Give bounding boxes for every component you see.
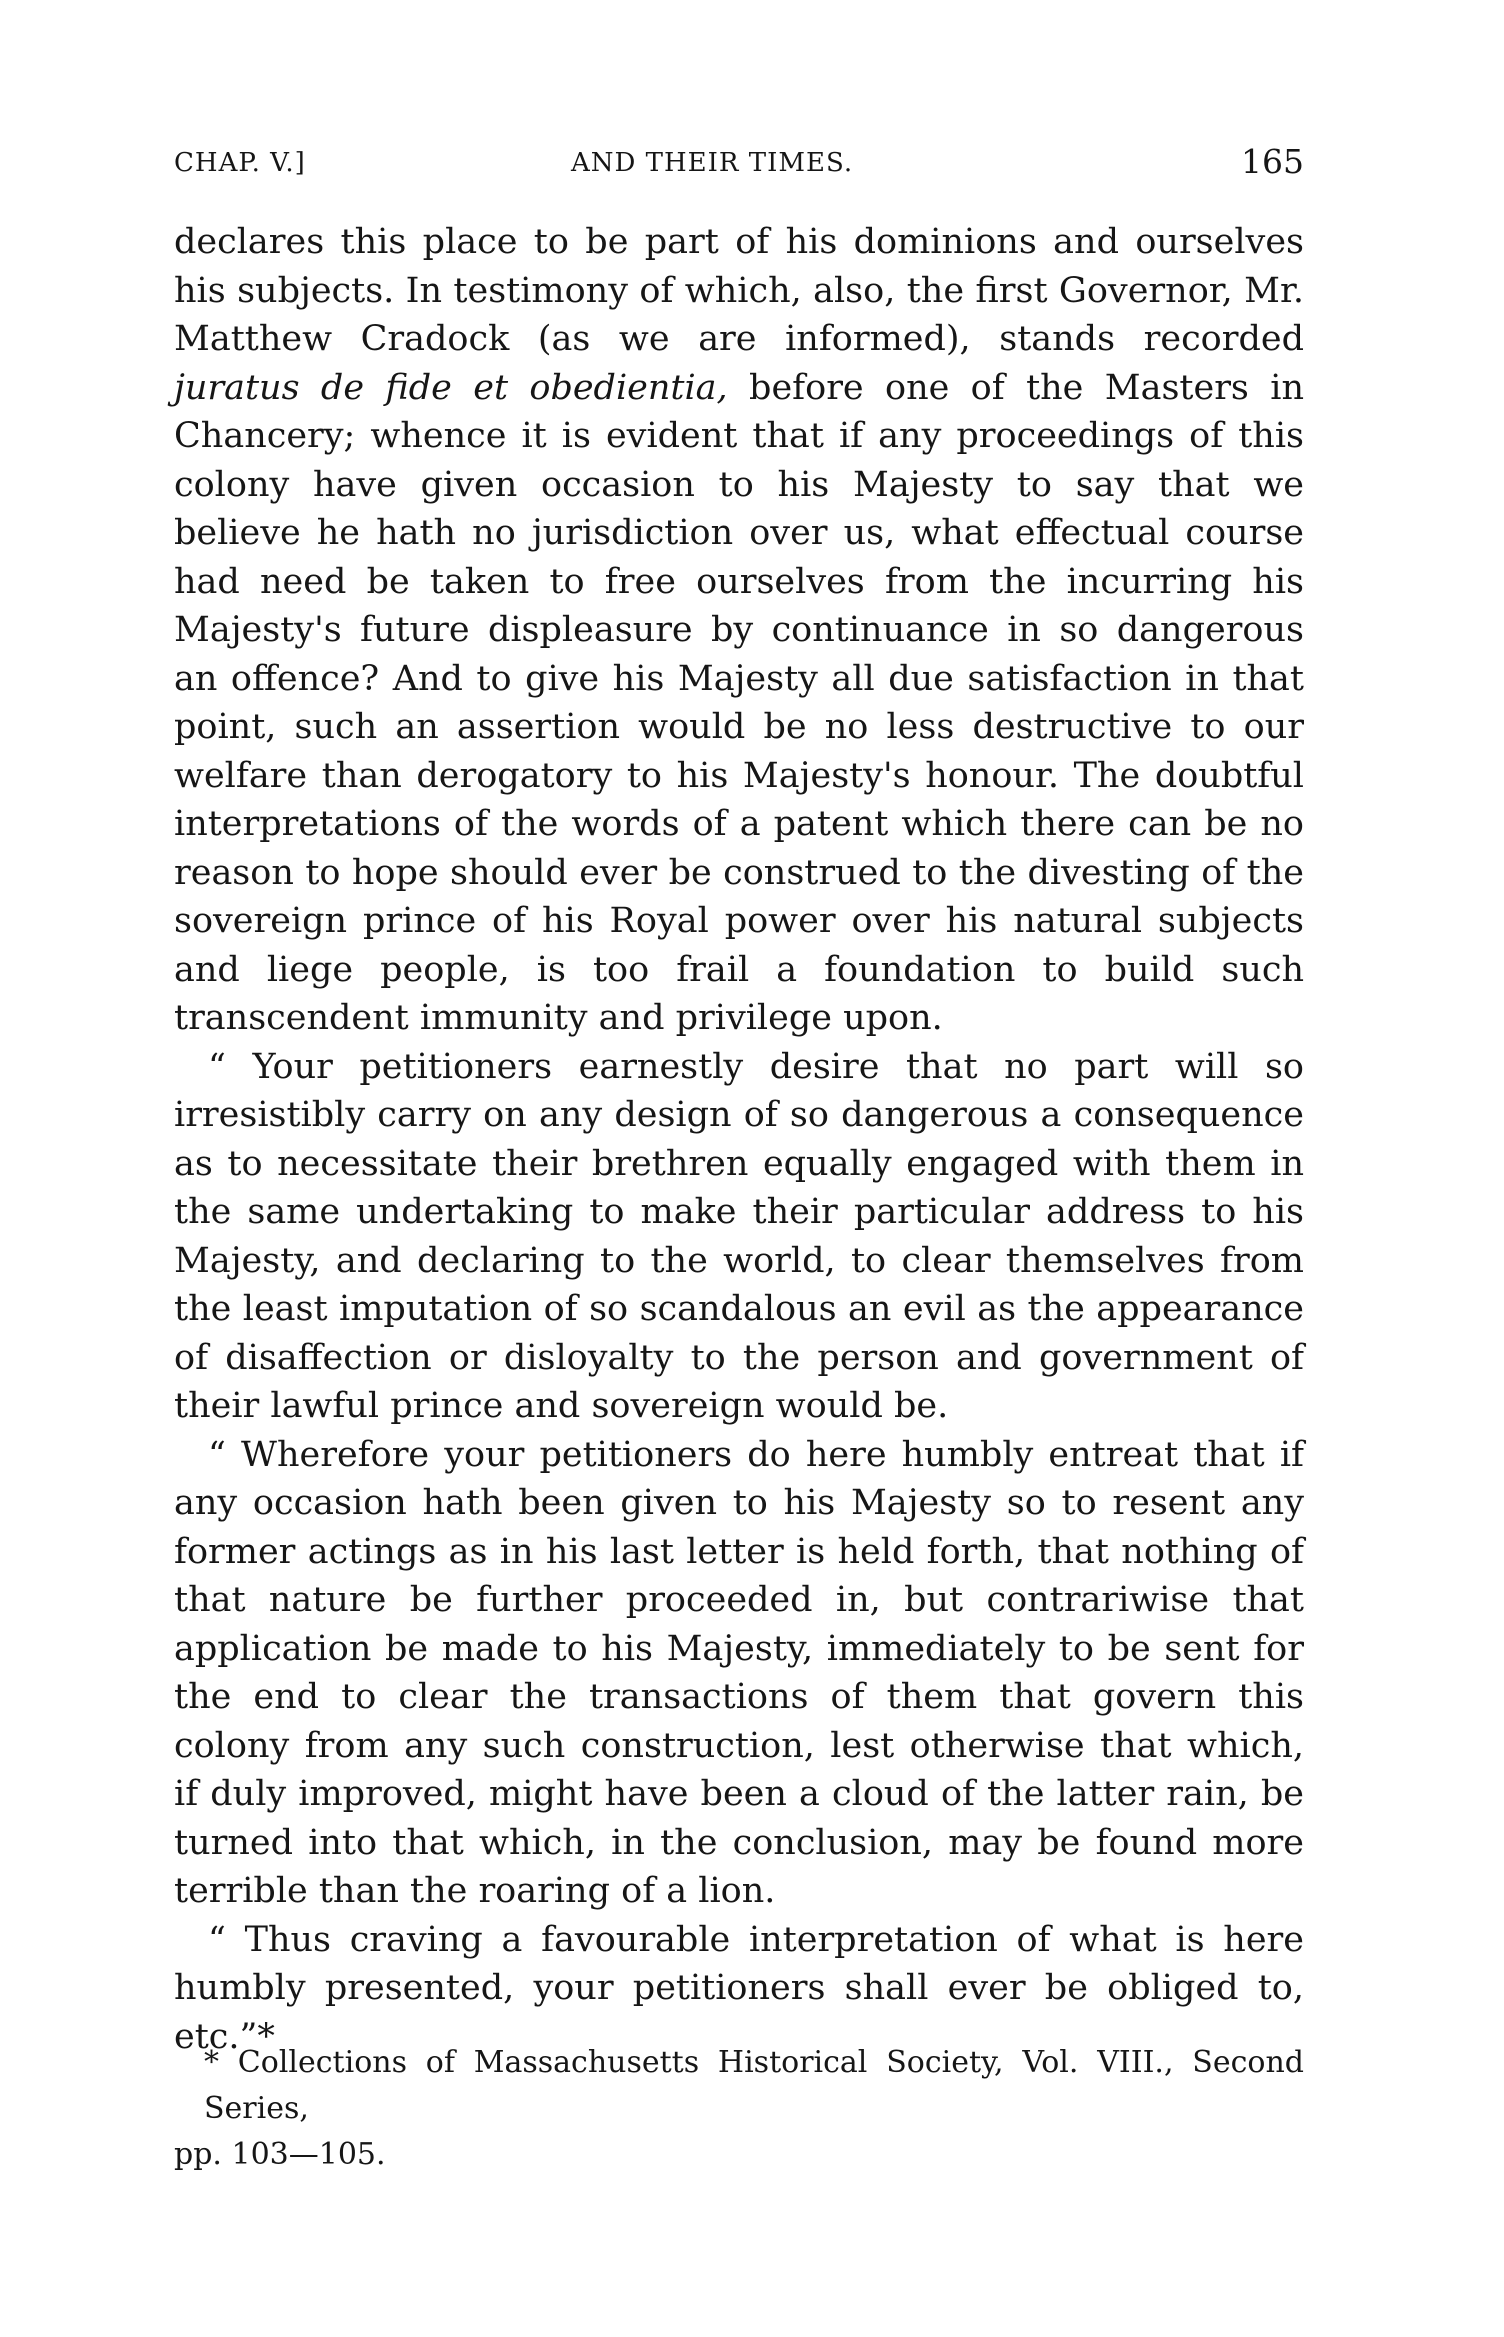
running-header	[174, 142, 1304, 192]
footnote-citation: * Collections of Massachusetts Historical Society, Vol. VIII., Second Series,	[204, 2045, 1304, 2126]
main-text	[174, 218, 1304, 2061]
paragraph-1-end: before one of the Masters in Chancery; whence it is evident that if any proceedings of this colony have given occasion to his Majesty to say that we believe he hath no jurisdiction over us, what effectual course had need be taken to free ourselves from the incurring his Majesty's future displeasure by continuance in so dangerous an offence? And to give his Majesty all due satisfaction in that point, such an assertion would be no less destructive to our welfare than derogatory to his Majesty's honour. The doubtful interpretations of the words of a patent which there can be no reason to hope should ever be construed to the divesting of the sovereign prince of his Royal power over his natural subjects and liege people, is too frail a foundation to build such transcendent immunity and privilege upon.	[174, 367, 1304, 1038]
paragraph-2: “ Your petitioners earnestly desire that no part will so irresistibly carry on any design of so dangerous a consequence as to necessitate their brethren equally engaged with them in the same undertaking to make their particular address to his Majesty, and declaring to the world, to clear themselves from the least imputation of so scandalous an evil as the appearance of disaffection or disloyalty to the person and government of their lawful prince and sovereign would be.	[174, 1046, 1304, 1426]
paragraph-3: “ Wherefore your petitioners do here humbly entreat that if any occasion hath been given to his Majesty so to resent any former actings as in his last letter is held forth, that nothing of that nature be further proceeded in, but contrariwise that application be made to his Majesty, immediately to be sent for the end to clear the transactions of them that govern this colony from any such construction, lest otherwise that which, if duly improved, might have been a cloud of the latter rain, be turned into that which, in the conclusion, may be found more terrible than the roaring of a lion.	[174, 1434, 1304, 1911]
footnote	[174, 2040, 1304, 2178]
running-title: AND THEIR TIMES.	[571, 148, 854, 178]
paragraph-4: “ Thus craving a favourable interpretation of what is here humbly presented, your petitioners shall ever be obliged to, etc.”*	[174, 1919, 1304, 2057]
paragraph-1	[174, 218, 1304, 1043]
page-number: 165	[1241, 142, 1304, 181]
footnote-pages: pp. 103—105.	[174, 2137, 386, 2172]
chapter-label: CHAP. V.]	[174, 148, 306, 178]
paragraph-1-start: declares this place to be part of his dominions and ourselves his subjects. In testimony of which, also, the first Governor, Mr. Matthew Cradock (as we are informed), stands recorded	[174, 222, 1304, 359]
latin-phrase: juratus de fide et obedientia,	[174, 367, 728, 408]
